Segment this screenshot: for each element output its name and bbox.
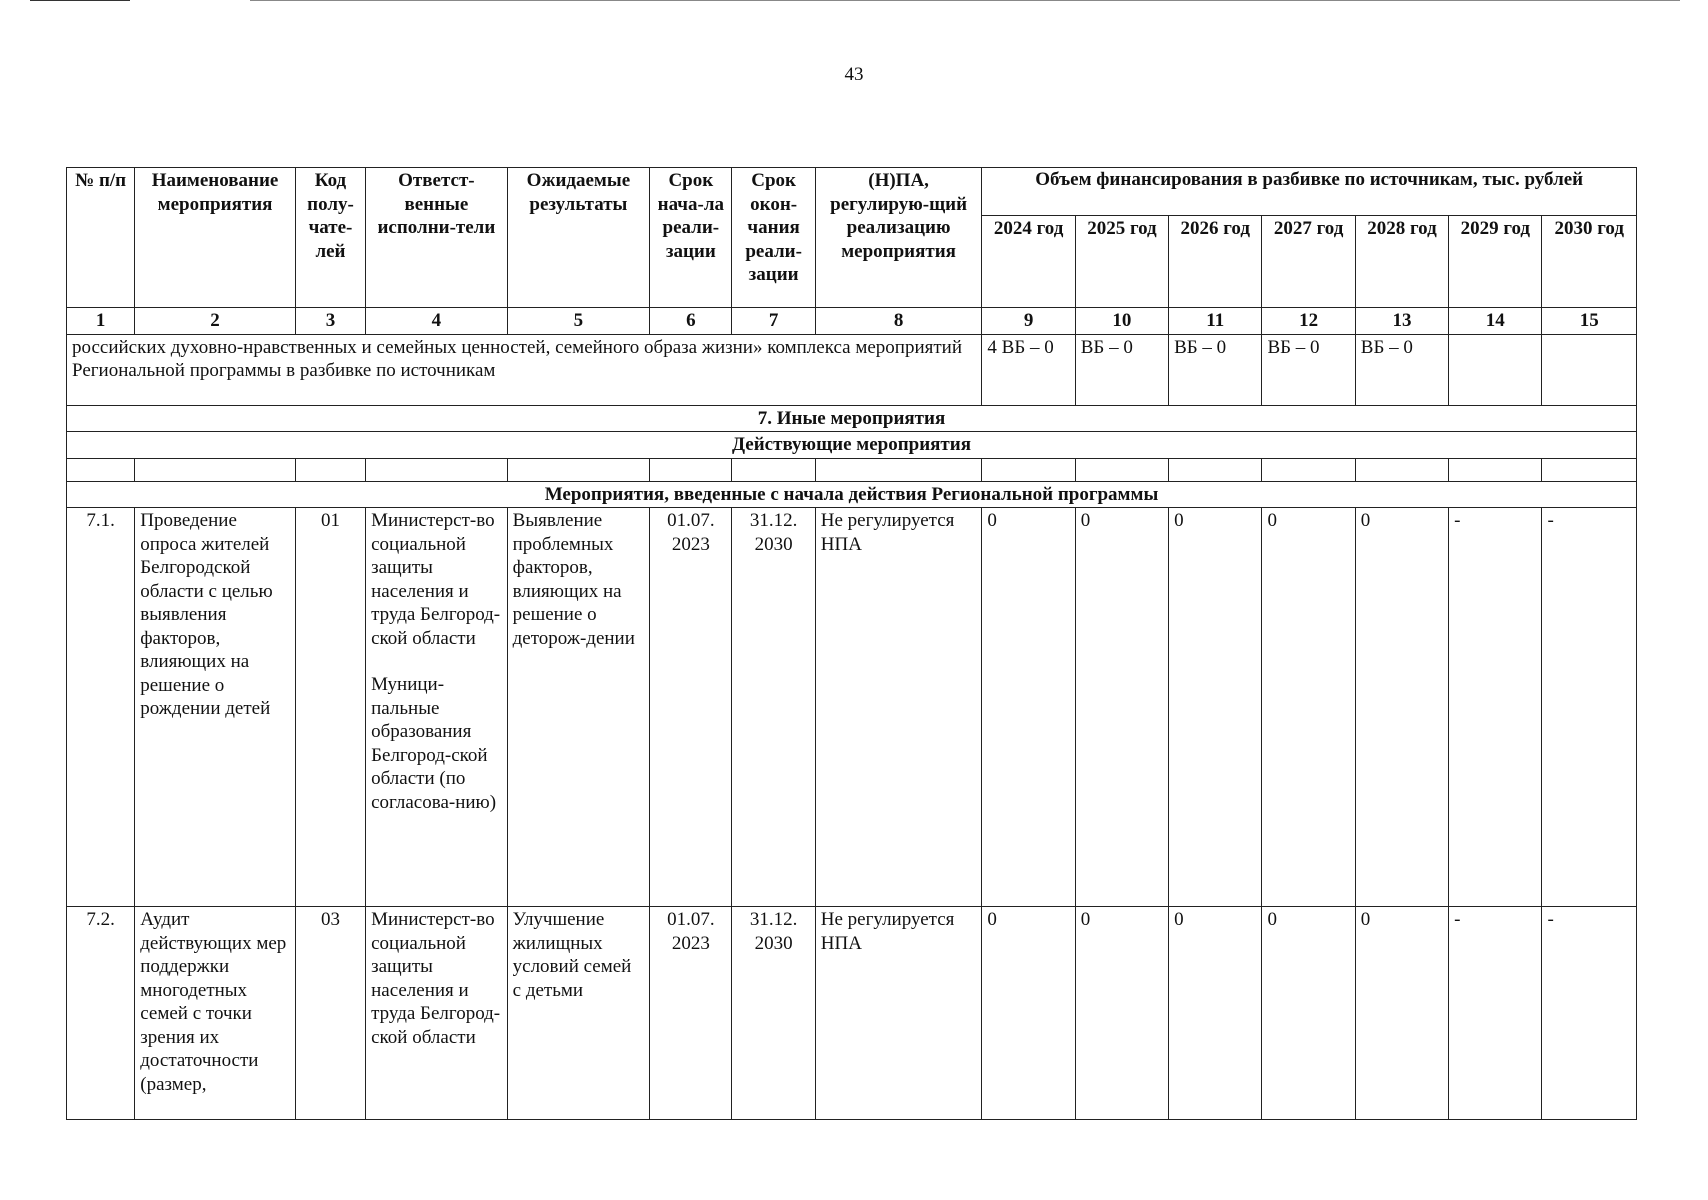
carryover-2025: ВБ – 0 xyxy=(1075,334,1168,405)
header-year-2024: 2024 год xyxy=(982,215,1075,307)
column-number: 9 xyxy=(982,308,1075,335)
table-header-row xyxy=(67,168,1637,216)
funding-2030: - xyxy=(1542,508,1637,907)
column-number: 7 xyxy=(732,308,815,335)
carryover-text: российских духовно-нравственных и семейных ценностей, семейного образа жизни» комплекса мероприятий Региональной программы в разбивке по источникам xyxy=(67,334,982,405)
end-date: 31.12. 2030 xyxy=(732,508,815,907)
start-date: 01.07. 2023 xyxy=(650,508,732,907)
empty-cell xyxy=(135,458,296,481)
new-measures-title-row xyxy=(67,481,1637,508)
empty-cell xyxy=(1262,458,1355,481)
header-name: Наименование мероприятия xyxy=(135,168,296,308)
measure-name: Проведение опроса жителей Белгородской области с целью выявления факторов, влияющих на решение о рождении детей xyxy=(135,508,296,907)
carryover-2029 xyxy=(1449,334,1542,405)
column-number: 15 xyxy=(1542,308,1637,335)
measure-name: Аудит действующих мер поддержки многодетных семей с точки зрения их достаточности (размер, xyxy=(135,907,296,1120)
npa-regulation: Не регулируется НПА xyxy=(815,907,982,1120)
header-funding: Объем финансирования в разбивке по источникам, тыс. рублей xyxy=(982,168,1637,216)
empty-cell xyxy=(67,458,135,481)
responsible-executor: Муници-пальные образования Белгород-ской области (по согласова-нию) xyxy=(371,674,497,813)
header-year-2026: 2026 год xyxy=(1169,215,1262,307)
responsible-executor: Министерст-во социальной защиты населения и труда Белгород-ской области xyxy=(371,510,501,649)
column-number: 1 xyxy=(67,308,135,335)
column-number: 14 xyxy=(1449,308,1542,335)
empty-cell xyxy=(1169,458,1262,481)
start-date: 01.07. 2023 xyxy=(650,907,732,1120)
header-year-2030: 2030 год xyxy=(1542,215,1637,307)
funding-2024: 0 xyxy=(982,907,1075,1120)
empty-cell xyxy=(1075,458,1168,481)
subsection-title: Действующие мероприятия xyxy=(67,432,1637,459)
empty-cell xyxy=(1449,458,1542,481)
empty-cell xyxy=(1542,458,1637,481)
funding-2027: 0 xyxy=(1262,508,1355,907)
expected-results: Улучшение жилищных условий семей с детьми xyxy=(507,907,650,1120)
end-date: 31.12. 2030 xyxy=(732,907,815,1120)
empty-cell xyxy=(507,458,650,481)
column-number: 4 xyxy=(366,308,508,335)
column-number: 8 xyxy=(815,308,982,335)
column-number: 6 xyxy=(650,308,732,335)
header-npa: (Н)ПА, регулирую-щий реализацию мероприятия xyxy=(815,168,982,308)
header-year-2028: 2028 год xyxy=(1355,215,1448,307)
funding-2025: 0 xyxy=(1075,508,1168,907)
new-measures-title: Мероприятия, введенные с начала действия Региональной программы xyxy=(67,481,1637,508)
empty-cell xyxy=(295,458,365,481)
column-number: 2 xyxy=(135,308,296,335)
empty-cell xyxy=(982,458,1075,481)
spacer xyxy=(371,650,502,673)
funding-2025: 0 xyxy=(1075,907,1168,1120)
row-number: 7.1. xyxy=(67,508,135,907)
column-number: 3 xyxy=(295,308,365,335)
column-number: 11 xyxy=(1169,308,1262,335)
recipient-code: 03 xyxy=(295,907,365,1120)
scan-edge-line-right xyxy=(250,0,1680,1)
header-start-date: Срок нача-ла реали-зации xyxy=(650,168,732,308)
responsible-executors xyxy=(366,508,508,907)
funding-2030: - xyxy=(1542,907,1637,1120)
carryover-2027: ВБ – 0 xyxy=(1262,334,1355,405)
funding-2029: - xyxy=(1449,508,1542,907)
column-number: 12 xyxy=(1262,308,1355,335)
section-title-row xyxy=(67,405,1637,432)
header-code: Код полу-чате-лей xyxy=(295,168,365,308)
subsection-title-row xyxy=(67,432,1637,459)
funding-2028: 0 xyxy=(1355,508,1448,907)
column-number-row xyxy=(67,308,1637,335)
funding-2029: - xyxy=(1449,907,1542,1120)
header-year-2025: 2025 год xyxy=(1075,215,1168,307)
empty-cell xyxy=(815,458,982,481)
scan-edge-line-left xyxy=(30,0,130,1)
section-title: 7. Иные мероприятия xyxy=(67,405,1637,432)
column-number: 5 xyxy=(507,308,650,335)
header-year-2027: 2027 год xyxy=(1262,215,1355,307)
responsible-executor: Министерст-во социальной защиты населения и труда Белгород-ской области xyxy=(366,907,508,1120)
carryover-row xyxy=(67,334,1637,405)
empty-cell xyxy=(650,458,732,481)
npa-regulation: Не регулируется НПА xyxy=(815,508,982,907)
carryover-2024: 4 ВБ – 0 xyxy=(982,334,1075,405)
empty-cell xyxy=(732,458,815,481)
header-expected-results: Ожидаемые результаты xyxy=(507,168,650,308)
header-end-date: Срок окон-чания реали-зации xyxy=(732,168,815,308)
empty-cell xyxy=(366,458,508,481)
carryover-2030 xyxy=(1542,334,1637,405)
carryover-2028: ВБ – 0 xyxy=(1355,334,1448,405)
funding-2026: 0 xyxy=(1169,508,1262,907)
column-number: 13 xyxy=(1355,308,1448,335)
column-number: 10 xyxy=(1075,308,1168,335)
expected-results: Выявление проблемных факторов, влияющих на решение о деторож-дении xyxy=(507,508,650,907)
page-number: 43 xyxy=(844,64,864,85)
carryover-2026: ВБ – 0 xyxy=(1169,334,1262,405)
header-responsible: Ответст-венные исполни-тели xyxy=(366,168,508,308)
table-row xyxy=(67,907,1637,1120)
table-row xyxy=(67,508,1637,907)
empty-row xyxy=(67,458,1637,481)
funding-2024: 0 xyxy=(982,508,1075,907)
empty-cell xyxy=(1355,458,1448,481)
funding-2028: 0 xyxy=(1355,907,1448,1120)
funding-2027: 0 xyxy=(1262,907,1355,1120)
header-year-2029: 2029 год xyxy=(1449,215,1542,307)
recipient-code: 01 xyxy=(295,508,365,907)
funding-2026: 0 xyxy=(1169,907,1262,1120)
row-number: 7.2. xyxy=(67,907,135,1120)
header-num: № п/п xyxy=(67,168,135,308)
program-measures-table xyxy=(66,167,1637,1120)
